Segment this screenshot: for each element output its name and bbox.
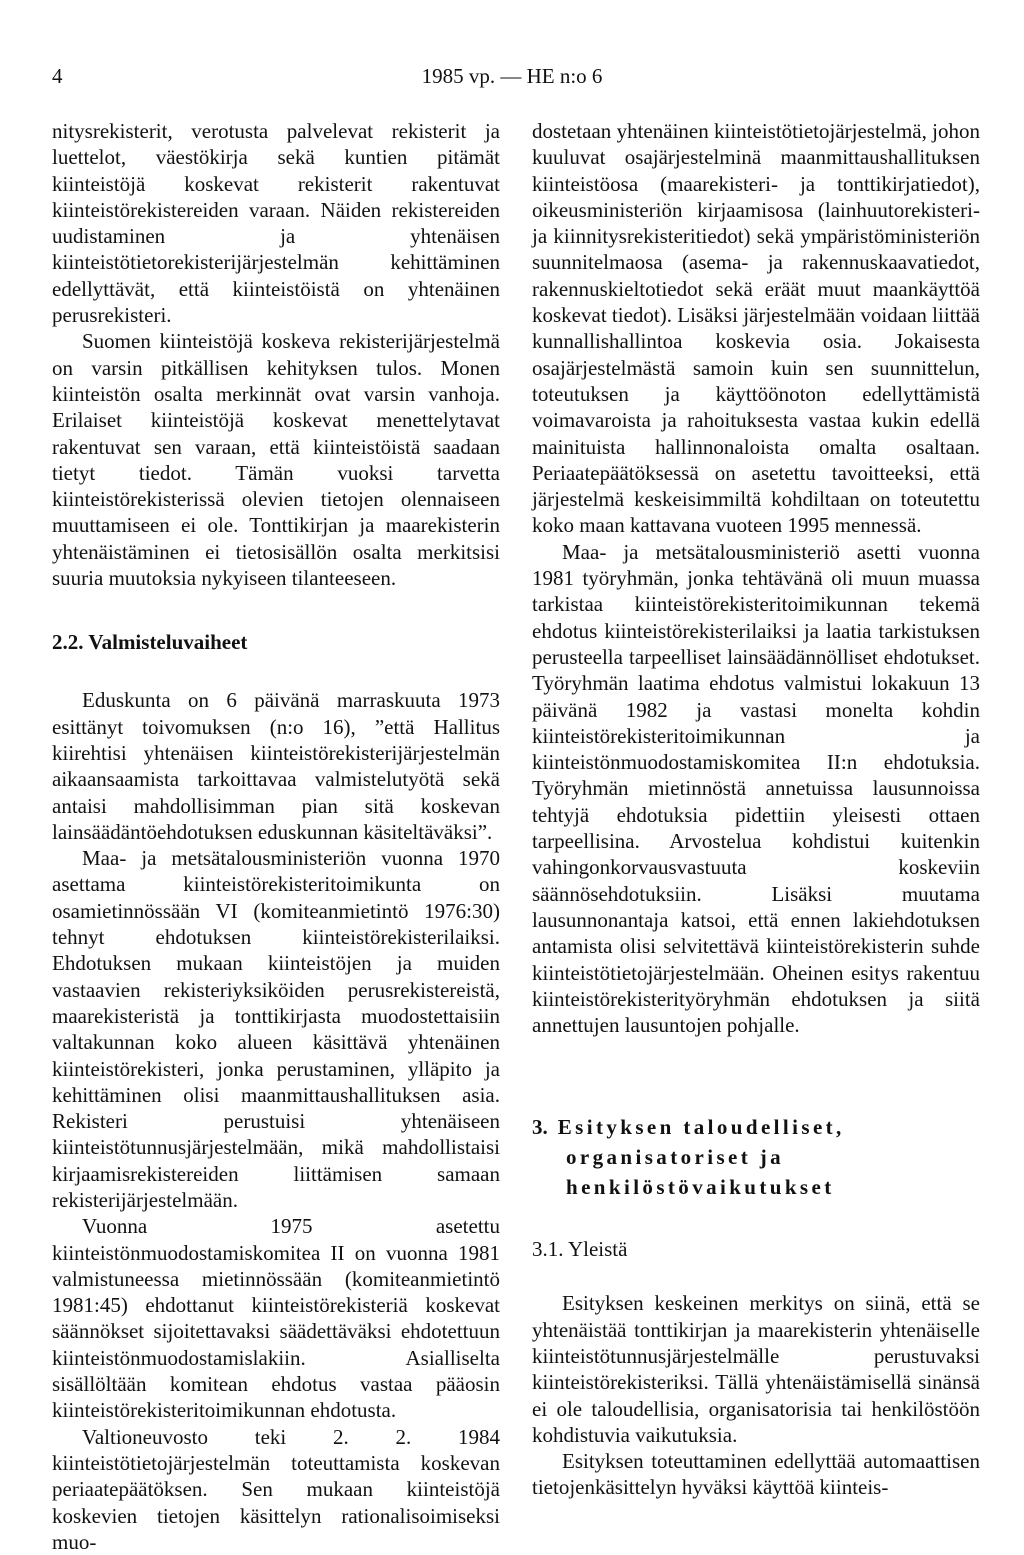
paragraph: Suomen kiinteistöjä koskeva rekisterijärjestelmä on varsin pitkällisen kehityksen tulos. Monen kiinteistön osalta merkinnät ovat varsin vanhoja. Erilaiset kiinteistöjä koskevat menettelytavat rakentuvat sen varaan, että kiinteistöistä saadaan tietyt tiedot. Tämän vuoksi tarvetta kiinteistörekisterissä olevien tietojen olennaiseen muuttamiseen ei ole. Tonttikirjan ja maarekisterin yhtenäistäminen ei tietosisällön osalta merkitsisi suuria muutoksia nykyiseen tilanteeseen. [52,329,500,591]
paragraph: Esityksen keskeinen merkitys on siinä, että se yhtenäistää tonttikirjan ja maarekisterin yhtenäiselle kiinteistötunnusjärjestelmälle perustuvaksi kiinteistörekisteriksi. Tällä yhtenäistämisellä sinänsä ei ole taloudellisia, organisatorisia tai henkilöstöön kohdistuvia vaikutuksia. [532,1291,980,1447]
left-column [52,118,500,1555]
paragraph: Valtioneuvosto teki 2. 2. 1984 kiinteistötietojärjestelmän toteuttamista koskevan periaatepäätöksen. Sen mukaan kiinteistöjä koskevien tietojen käsittelyn rationalisoimiseksi muo- [52,1424,500,1554]
section-heading-2-2: 2.2. Valmisteluvaiheet [52,630,248,655]
paragraph: Vuonna 1975 asetettu kiinteistönmuodostamiskomitea II on vuonna 1981 valmistuneessa mietinnössään (komiteanmietintö 1981:45) ehdottanut kiinteistörekisteriä koskevat säännökset sijoitettavaksi säädettäväksi ehdotettuun kiinteistönmuodostamislakiin. Asialliselta sisällöltään komitean ehdotus vastaa pääosin kiinteistörekisteritoimikunnan ehdotusta. [52,1214,500,1423]
section-heading-3-line: henkilöstövaikutukset [566,1175,835,1200]
paragraph: Maa- ja metsätalousministeriön vuonna 1970 asettama kiinteistörekisteritoimikunta on osamietinnössään VI (komiteanmietintö 1976:30) tehnyt ehdotuksen kiinteistörekisterilaiksi. Ehdotuksen mukaan kiinteistöjen ja muiden vastaavien rekisteriyksiköiden perusrekistereistä, maarekisteristä ja tonttikirjasta muodostettaisiin valtakunnan koko alueen käsittävä yhtenäinen kiinteistörekisteri, jonka perustaminen, ylläpito ja kehittäminen olisi maanmittaushallituksen asia. Rekisteri perustuisi yhtenäiseen kiinteistötunnusjärjestelmään, mikä mahdollistaisi kirjaamisrekistereiden liittämisen samaan rekisterijärjestelmään. [52,846,500,1212]
section-heading-3-line: Esityksen taloudelliset, [557,1115,845,1140]
page-number: 4 [52,64,63,88]
section-heading-3-line: organisatoriset ja [566,1145,785,1170]
page-header: 1985 vp. — HE n:o 6 [421,64,603,88]
paragraph: dostetaan yhtenäinen kiinteistötietojärjestelmä, johon kuuluvat osajärjestelminä maanmittaushallituksen kiinteistöosa (maarekisteri- ja tonttikirjatiedot), oikeusministeriön kirjaamisosa (lainhuutorekisteri- ja kiinnitysrekisteritiedot) sekä ympäristöministeriön suunnitelmaosa (asema- ja rakennuskaavatiedot, rakennuskieltotiedot sekä eräät muut maankäyttöä koskevat tiedot). Lisäksi järjestelmään voidaan liittää kunnallishallintoa koskevia osia. Jokaisesta osajärjestelmästä samoin kuin sen suunnittelun, toteutuksen ja käyttöönoton edellyttämistä voimavaroista ja rahoituksesta vastaa kukin edellä mainituista hallinnonaloista omalta osaltaan. Periaatepäätöksessä on asetettu tavoitteeksi, että järjestelmä keskeisimmiltä kohdiltaan on toteutettu koko maan kattavana vuoteen 1995 mennessä. [532,119,980,538]
paragraph: Eduskunta on 6 päivänä marraskuuta 1973 esittänyt toivomuksen (n:o 16), ”että Hallitus kiirehtisi yhtenäisen kiinteistörekisterijärjestelmän aikaansaamista tarkoittavaa valmistelutyötä sekä antaisi mahdollisimman pian sitä koskevan lainsäädäntöehdotuksen eduskunnan käsiteltäväksi”. [52,688,500,844]
paragraph: Maa- ja metsätalousministeriö asetti vuonna 1981 työryhmän, jonka tehtävänä oli muun muassa tarkistaa kiinteistörekisteritoimikunnan tekemä ehdotus kiinteistörekisterilaiksi ja laatia tarkistuksen perusteella tarpeelliset lainsäädännölliset ehdotukset. Työryhmän laatima ehdotus valmistui lokakuun 13 päivänä 1982 ja vastasi monelta kohdin kiinteistörekisteritoimikunnan ja kiinteistönmuodostamiskomitea II:n ehdotuksia. Työryhmän mietinnöstä annetuissa lausunnoissa tehtyjä ehdotuksia pidettiin yleisesti ottaen tarpeellisina. Arvostelua kohdistui kuitenkin vahingonkorvausvastuuta koskeviin säännösehdotuksiin. Lisäksi muutama lausunnonantaja katsoi, että ennen lakiehdotuksen antamista olisi selvitettävä kiinteistörekisterin suhde kiinteistötietojärjestelmään. Oheinen esitys rakentuu kiinteistörekisterityöryhmän ehdotuksen ja siitä annettujen lausuntojen pohjalle. [532,539,980,1038]
section-heading-3-1: 3.1. Yleistä [532,1237,628,1262]
paragraph: nitysrekisterit, verotusta palvelevat rekisterit ja luettelot, väestökirja sekä kuntien pitämät kiinteistöjä koskevat rekisterit rakentuvat kiinteistörekistereiden varaan. Näiden rekistereiden uudistaminen ja yhtenäisen kiinteistötietorekisterijärjestelmän kehittäminen edellyttävät, että kiinteistöistä on yhtenäinen perusrekisteri. [52,119,500,328]
right-column [532,118,980,1501]
paragraph: Esityksen toteuttaminen edellyttää automaattisen tietojenkäsittelyn hyväksi käyttöä kiinteis- [532,1449,980,1500]
section-heading-3 [532,1112,980,1202]
section-heading-3-number: 3. [532,1115,548,1140]
